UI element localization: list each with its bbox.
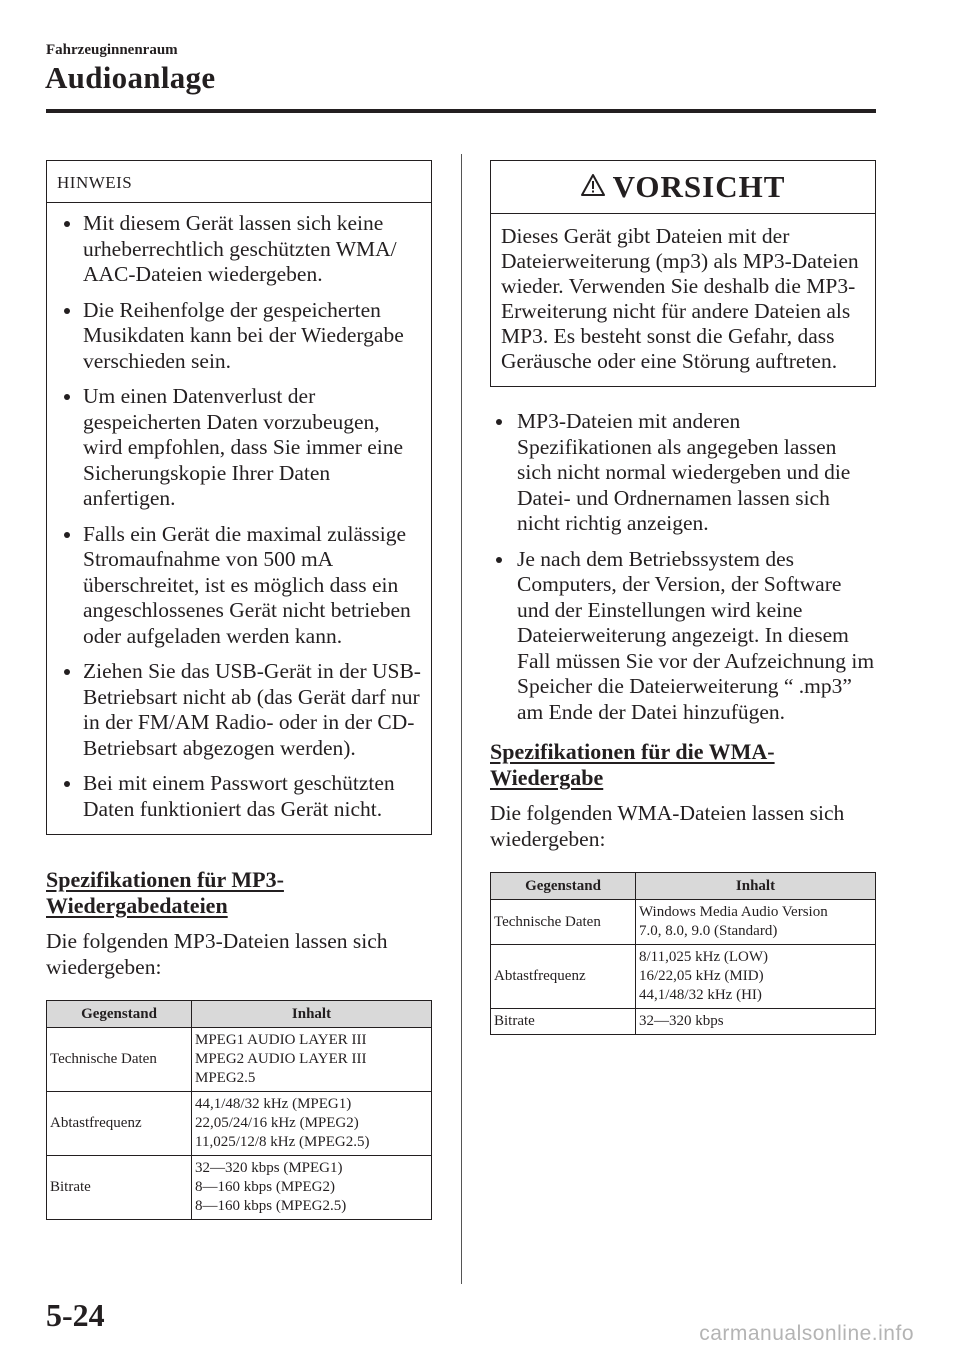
table-value-line: 7.0, 8.0, 9.0 (Standard): [639, 923, 778, 939]
notice-box: [46, 160, 432, 835]
table-value-line: 8―160 kbps (MPEG2.5): [195, 1198, 347, 1214]
column-divider: [461, 154, 462, 1284]
table-key: Bitrate: [47, 1156, 192, 1220]
wma-spec-section: [490, 739, 876, 1035]
table-value-line: 44,1/48/32 kHz (HI): [639, 987, 762, 1003]
table-value-line: 16/22,05 kHz (MID): [639, 968, 764, 984]
caution-heading: VORSICHT: [612, 169, 786, 204]
table-header: Gegenstand: [491, 873, 636, 900]
wma-section-title: [490, 739, 876, 791]
table-row: [47, 1156, 432, 1220]
notice-item: Die Reihenfolge der gespeicherten Musikdaten kann bei der Wiedergabe verschieden sein.: [55, 298, 423, 375]
table-key: Technische Daten: [47, 1028, 192, 1092]
list-item: Je nach dem Betriebssystem des Computers, der Version, der Software und der Einstellungen wird keine Dateierweiterung angezeigt. In diesem Fall müssen Sie vor der Aufzeichnung im Speicher die Dateierweiterung “ .mp3” am Ende der Datei hinzufügen.: [490, 547, 876, 726]
left-column: [46, 160, 432, 1220]
caution-box: [490, 160, 876, 387]
table-value-line: 11,025/12/8 kHz (MPEG2.5): [195, 1134, 370, 1150]
table-header: Inhalt: [192, 1001, 432, 1028]
table-key: Abtastfrequenz: [47, 1092, 192, 1156]
notice-item: Um einen Datenverlust der gespeicherten Daten vorzubeugen, wird empfohlen, dass Sie immer eine Sicherungskopie Ihrer Daten anfertigen.: [55, 384, 423, 512]
table-value: [636, 900, 876, 945]
table-value-line: 22,05/24/16 kHz (MPEG2): [195, 1115, 359, 1131]
notice-item: Bei mit einem Passwort geschützten Daten funktioniert das Gerät nicht.: [55, 771, 423, 822]
wma-intro: Die folgenden WMA-Dateien lassen sich wiedergeben:: [490, 801, 845, 851]
table-key: Bitrate: [491, 1009, 636, 1035]
table-value: [192, 1156, 432, 1220]
table-value-line: 32―320 kbps: [639, 1013, 724, 1029]
table-value: [192, 1028, 432, 1092]
chapter-label: Fahrzeuginnenraum: [46, 42, 178, 58]
mp3-section-title: [46, 867, 432, 919]
notice-item: Mit diesem Gerät lassen sich keine urheberrechtlich geschützten WMA/ AAC-Dateien wiedergeben.: [55, 211, 423, 288]
table-row: [47, 1092, 432, 1156]
list-item: MP3-Dateien mit anderen Spezifikationen als angegeben lassen sich nicht normal wiedergeben und die Datei- und Ordnernamen lassen sich nicht richtig anzeigen.: [490, 409, 876, 537]
mp3-section-title-line2: Wiedergabedateien: [46, 893, 228, 918]
mp3-spec-table: [46, 1000, 432, 1220]
title-rule: [46, 109, 876, 113]
notice-item: Ziehen Sie das USB-Gerät in der USB-Betriebsart nicht ab (das Gerät darf nur in der FM/AM Radio- oder in der CD-Betriebsart abgezogen werden).: [55, 659, 423, 761]
mp3-intro: Die folgenden MP3-Dateien lassen sich wiedergeben:: [46, 929, 388, 979]
table-row: [47, 1028, 432, 1092]
caution-header: [491, 161, 875, 214]
right-column: [490, 160, 876, 1035]
page-title: Audioanlage: [45, 60, 216, 95]
table-value-line: 8―160 kbps (MPEG2): [195, 1179, 336, 1195]
table-value: [636, 945, 876, 1009]
table-key: Technische Daten: [491, 900, 636, 945]
table-value-line: MPEG2 AUDIO LAYER III: [195, 1051, 367, 1067]
table-value-line: MPEG1 AUDIO LAYER III: [195, 1032, 367, 1048]
notice-item: Falls ein Gerät die maximal zulässige Stromaufnahme von 500 mA überschreitet, ist es möglich dass ein angeschlossenes Gerät nicht betrieben oder aufgeladen werden kann.: [55, 522, 423, 650]
table-row: [491, 900, 876, 945]
wma-spec-table: [490, 872, 876, 1035]
table-row: [491, 1009, 876, 1035]
notice-list: [47, 203, 431, 834]
table-value: [636, 1009, 876, 1035]
mp3-section-title-line1: Spezifikationen für MP3-: [46, 867, 284, 892]
table-value-line: 44,1/48/32 kHz (MPEG1): [195, 1096, 352, 1112]
watermark: carmanualsonline.info: [699, 1322, 914, 1345]
table-header: Gegenstand: [47, 1001, 192, 1028]
table-value: [192, 1092, 432, 1156]
mp3-spec-section: [46, 867, 432, 1220]
table-row: [491, 945, 876, 1009]
wma-section-title-line2: Wiedergabe: [490, 765, 604, 790]
table-value-line: MPEG2.5: [195, 1070, 256, 1086]
mp3-notes-list: [490, 409, 876, 725]
page-number: 5-24: [46, 1297, 105, 1333]
wma-section-title-line1: Spezifikationen für die WMA-: [490, 739, 775, 764]
table-value-line: Windows Media Audio Version: [639, 904, 828, 920]
table-value-line: 8/11,025 kHz (LOW): [639, 949, 768, 965]
table-value-line: 32―320 kbps (MPEG1): [195, 1160, 343, 1176]
table-header: Inhalt: [636, 873, 876, 900]
caution-body: Dieses Gerät gibt Dateien mit der Dateierweiterung (mp3) als MP3-Dateien wieder. Verwenden Sie deshalb die MP3-Erweiterung nicht für andere Dateien als MP3. Es besteht sonst die Gefahr, dass Geräusche oder eine Störung auftreten.: [501, 224, 859, 373]
notice-heading: HINWEIS: [47, 161, 431, 203]
warning-triangle-icon: [581, 173, 605, 202]
table-key: Abtastfrequenz: [491, 945, 636, 1009]
